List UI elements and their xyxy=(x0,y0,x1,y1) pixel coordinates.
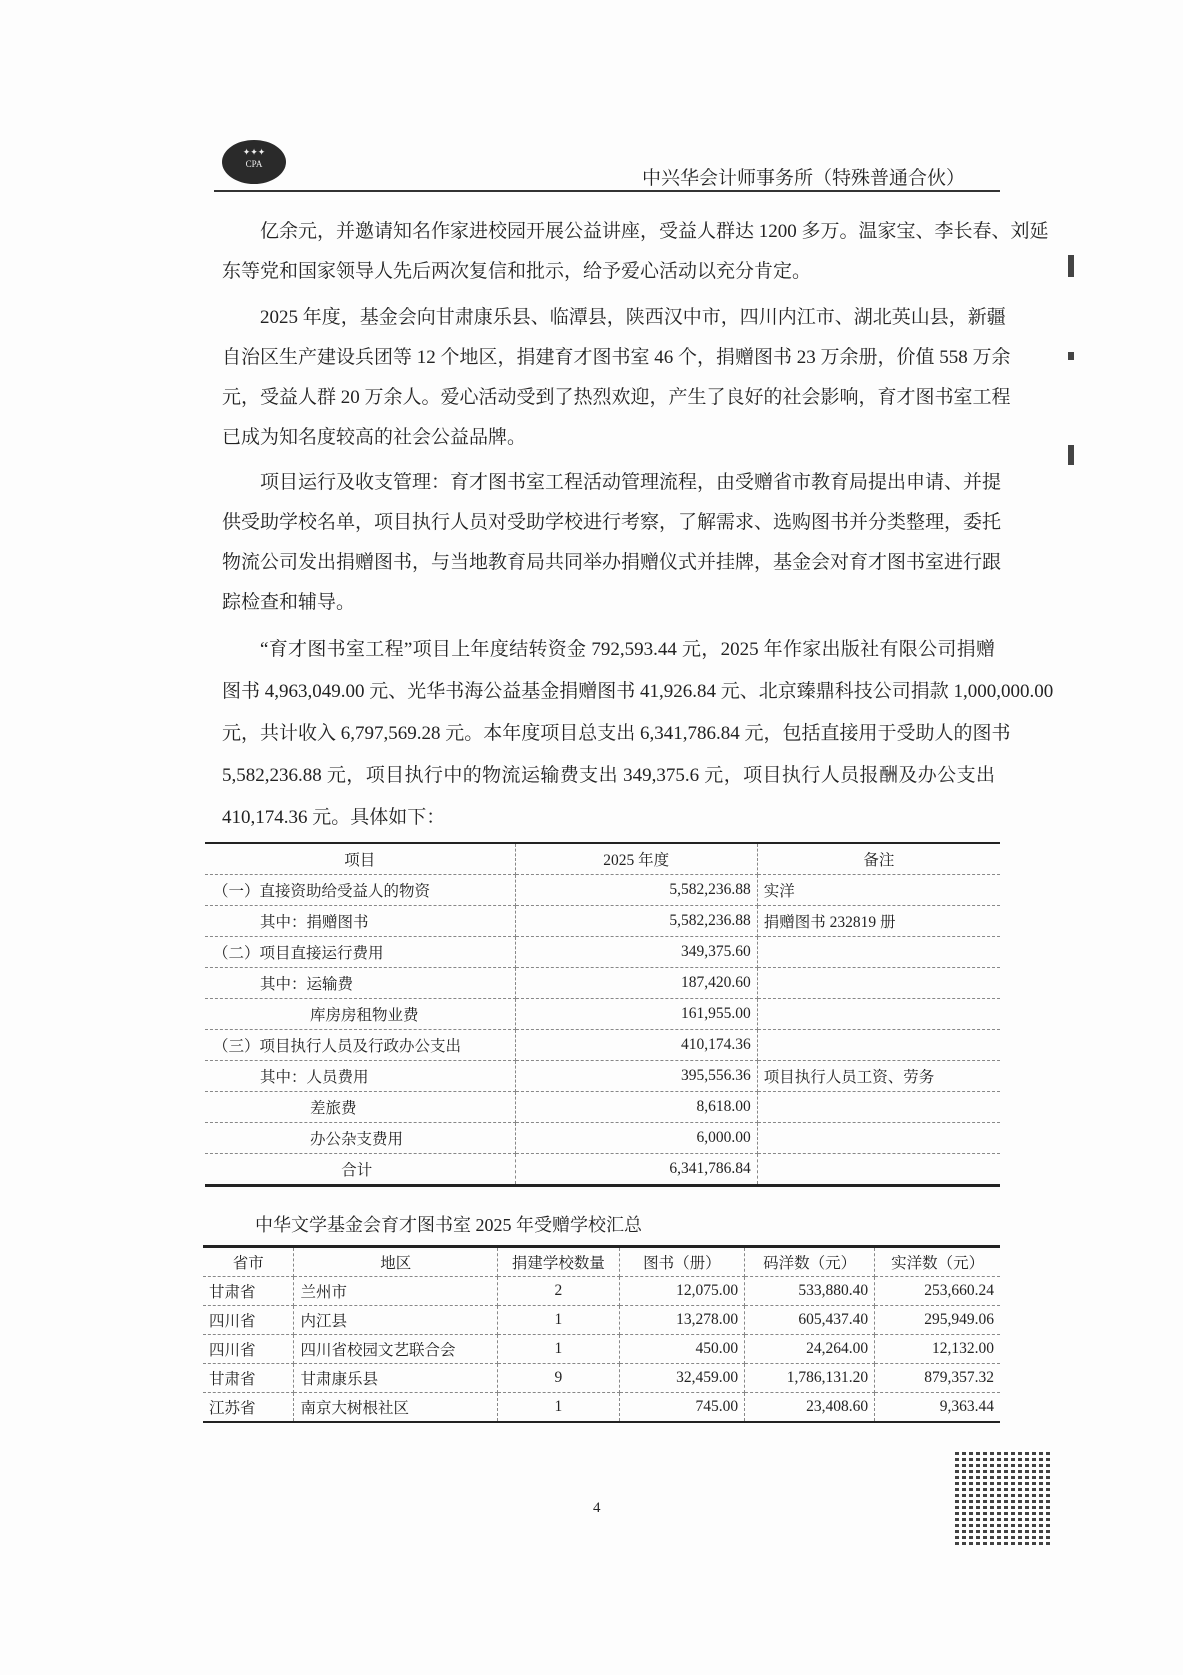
table-cell: 23,408.60 xyxy=(745,1393,875,1423)
table-cell: 1 xyxy=(498,1306,619,1335)
table-cell: 12,075.00 xyxy=(619,1277,745,1306)
amount-cell: 5,582,236.88 xyxy=(515,875,757,906)
column-header: 省市 xyxy=(203,1247,294,1277)
table-row xyxy=(203,1277,1000,1306)
item-cell: 库房房租物业费 xyxy=(205,999,515,1030)
table-cell: 253,660.24 xyxy=(875,1277,1000,1306)
note-cell xyxy=(757,1030,1000,1061)
item-cell: 合计 xyxy=(205,1154,515,1186)
table-cell: 24,264.00 xyxy=(745,1335,875,1364)
table-row xyxy=(205,968,1000,999)
paragraph-line: 元，受益人群 20 万余人。爱心活动受到了热烈欢迎，产生了良好的社会影响，育才图书室工程 xyxy=(222,387,1011,408)
column-header: 备注 xyxy=(757,843,1000,875)
table-cell: 甘肃省 xyxy=(203,1364,294,1393)
paragraph-line: 410,174.36 元。具体如下： xyxy=(222,807,446,828)
amount-cell: 6,000.00 xyxy=(515,1123,757,1154)
table-row xyxy=(205,1154,1000,1186)
paragraph-line: 自治区生产建设兵团等 12 个地区，捐建育才图书室 46 个，捐赠图书 23 万余册，价值 558 万余 xyxy=(222,347,1011,368)
item-cell: （一）直接资助给受益人的物资 xyxy=(205,875,515,906)
column-header: 项目 xyxy=(205,843,515,875)
qr-code xyxy=(955,1450,1050,1545)
amount-cell: 161,955.00 xyxy=(515,999,757,1030)
table-row xyxy=(205,1123,1000,1154)
table-cell: 533,880.40 xyxy=(745,1277,875,1306)
item-cell: 办公杂支费用 xyxy=(205,1123,515,1154)
item-cell: 差旅费 xyxy=(205,1092,515,1123)
table-row xyxy=(203,1364,1000,1393)
table-cell: 四川省 xyxy=(203,1335,294,1364)
table-cell: 32,459.00 xyxy=(619,1364,745,1393)
amount-cell: 349,375.60 xyxy=(515,937,757,968)
paragraph-line: 图书 4,963,049.00 元、光华书海公益基金捐赠图书 41,926.84 元、北京臻鼎科技公司捐款 1,000,000.00 xyxy=(222,681,1054,702)
table-row xyxy=(203,1306,1000,1335)
amount-cell: 5,582,236.88 xyxy=(515,906,757,937)
paragraph-line: 2025 年度，基金会向甘肃康乐县、临潭县，陕西汉中市，四川内江市、湖北英山县，新疆 xyxy=(260,307,1006,328)
column-header: 图书（册） xyxy=(619,1247,745,1277)
table-cell: 南京大树根社区 xyxy=(294,1393,498,1423)
table-row xyxy=(205,875,1000,906)
table-cell: 295,949.06 xyxy=(875,1306,1000,1335)
paragraph-line: 元，共计收入 6,797,569.28 元。本年度项目总支出 6,341,786.84 元，包括直接用于受助人的图书 xyxy=(222,723,1011,744)
paragraph-line: 亿余元，并邀请知名作家进校园开展公益讲座，受益人群达 1200 多万。温家宝、李长春、刘延 xyxy=(260,221,1049,242)
table-cell: 12,132.00 xyxy=(875,1335,1000,1364)
table-cell: 2 xyxy=(498,1277,619,1306)
table-row xyxy=(205,1030,1000,1061)
table-row xyxy=(205,906,1000,937)
paragraph-line: 东等党和国家领导人先后两次复信和批示，给予爱心活动以充分肯定。 xyxy=(222,261,812,282)
logo-text: CPA xyxy=(245,159,263,169)
paragraph-line: 踪检查和辅导。 xyxy=(222,592,356,613)
table-cell: 江苏省 xyxy=(203,1393,294,1423)
item-cell: 其中：捐赠图书 xyxy=(205,906,515,937)
paragraph-line: 物流公司发出捐赠图书，与当地教育局共同举办捐赠仪式并挂牌，基金会对育才图书室进行跟 xyxy=(222,552,1002,573)
item-cell: 其中：运输费 xyxy=(205,968,515,999)
table-cell: 450.00 xyxy=(619,1335,745,1364)
note-cell: 项目执行人员工资、劳务 xyxy=(757,1061,1000,1092)
item-cell: （二）项目直接运行费用 xyxy=(205,937,515,968)
column-header: 码洋数（元） xyxy=(745,1247,875,1277)
item-cell: （三）项目执行人员及行政办公支出 xyxy=(205,1030,515,1061)
table-cell: 内江县 xyxy=(294,1306,498,1335)
table-row xyxy=(205,1061,1000,1092)
table-cell: 13,278.00 xyxy=(619,1306,745,1335)
table-cell: 四川省校园文艺联合会 xyxy=(294,1335,498,1364)
table-cell: 879,357.32 xyxy=(875,1364,1000,1393)
table-header-row xyxy=(205,843,1000,875)
table-row xyxy=(205,937,1000,968)
table-cell: 1 xyxy=(498,1393,619,1423)
column-header: 地区 xyxy=(294,1247,498,1277)
paragraph-line: 项目运行及收支管理：育才图书室工程活动管理流程，由受赠省市教育局提出申请、并提 xyxy=(260,472,1002,493)
table-cell: 甘肃省 xyxy=(203,1277,294,1306)
table-cell: 745.00 xyxy=(619,1393,745,1423)
table-cell: 605,437.40 xyxy=(745,1306,875,1335)
table-header-row xyxy=(203,1247,1000,1277)
paragraph-line: 供受助学校名单，项目执行人员对受助学校进行考察，了解需求、选购图书并分类整理，委托 xyxy=(222,512,1002,533)
paragraph-line: 已成为知名度较高的社会公益品牌。 xyxy=(222,427,527,448)
note-cell xyxy=(757,1092,1000,1123)
amount-cell: 8,618.00 xyxy=(515,1092,757,1123)
note-cell xyxy=(757,1154,1000,1186)
table-row xyxy=(205,1092,1000,1123)
amount-cell: 410,174.36 xyxy=(515,1030,757,1061)
note-cell xyxy=(757,1123,1000,1154)
table-cell: 9 xyxy=(498,1364,619,1393)
expense-table xyxy=(205,842,1000,1187)
table-cell: 1,786,131.20 xyxy=(745,1364,875,1393)
page-number: 4 xyxy=(593,1500,601,1516)
note-cell: 实洋 xyxy=(757,875,1000,906)
paragraph-line: “育才图书室工程”项目上年度结转资金 792,593.44 元，2025 年作家出版社有限公司捐赠 xyxy=(260,639,995,660)
paragraph-line: 5,582,236.88 元，项目执行中的物流运输费支出 349,375.6 元，项目执行人员报酬及办公支出 xyxy=(222,765,995,786)
table-cell: 四川省 xyxy=(203,1306,294,1335)
column-header: 实洋数（元） xyxy=(875,1247,1000,1277)
note-cell xyxy=(757,999,1000,1030)
scan-mark xyxy=(1068,352,1074,360)
header-divider xyxy=(214,190,1000,192)
amount-cell: 6,341,786.84 xyxy=(515,1154,757,1186)
table-row xyxy=(205,999,1000,1030)
table-cell: 甘肃康乐县 xyxy=(294,1364,498,1393)
firm-name: 中兴华会计师事务所（特殊普通合伙） xyxy=(641,168,965,189)
item-cell: 其中：人员费用 xyxy=(205,1061,515,1092)
note-cell xyxy=(757,968,1000,999)
table-row xyxy=(203,1393,1000,1423)
table-cell: 9,363.44 xyxy=(875,1393,1000,1423)
firm-logo: ✦✦✦ CPA xyxy=(222,140,286,184)
school-summary-title: 中华文学基金会育才图书室 2025 年受赠学校汇总 xyxy=(255,1215,642,1235)
school-summary-table xyxy=(203,1245,1000,1423)
table-row xyxy=(203,1335,1000,1364)
note-cell: 捐赠图书 232819 册 xyxy=(757,906,1000,937)
note-cell xyxy=(757,937,1000,968)
scan-mark xyxy=(1068,445,1074,465)
amount-cell: 395,556.36 xyxy=(515,1061,757,1092)
table-cell: 兰州市 xyxy=(294,1277,498,1306)
table-cell: 1 xyxy=(498,1335,619,1364)
column-header: 2025 年度 xyxy=(515,843,757,875)
column-header: 捐建学校数量 xyxy=(498,1247,619,1277)
scan-mark xyxy=(1068,255,1074,277)
amount-cell: 187,420.60 xyxy=(515,968,757,999)
